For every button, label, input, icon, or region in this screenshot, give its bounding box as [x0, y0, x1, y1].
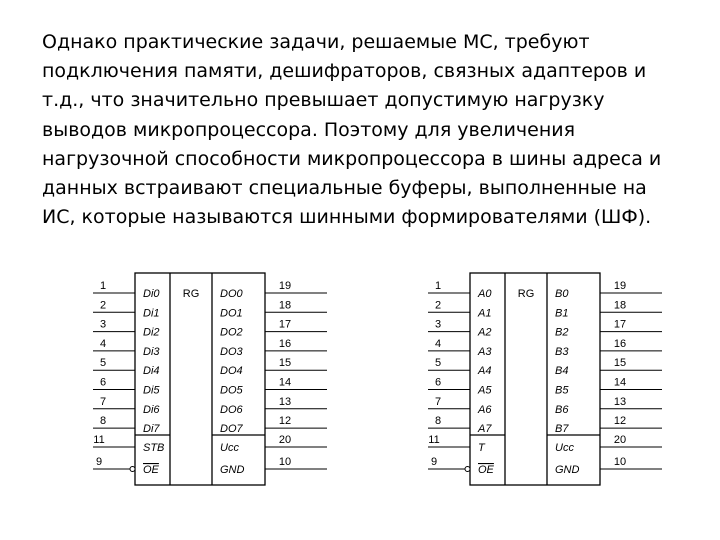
- pin-number: 2: [434, 299, 442, 312]
- paragraph-line: т.д., что значительно превышает допустимую нагрузку: [42, 89, 605, 112]
- pin-number: 13: [613, 395, 627, 408]
- paragraph-line: ИС, которые называются шинными формирователями (ШФ).: [42, 206, 652, 229]
- inversion-bubble: [465, 467, 470, 472]
- pin-signal: Di1: [143, 307, 160, 320]
- pin-number: 19: [613, 280, 627, 292]
- pin-signal: DO4: [220, 365, 243, 378]
- pin-number: 5: [99, 357, 107, 370]
- pin-number: 19: [278, 280, 292, 292]
- pin-number: 13: [278, 395, 292, 408]
- bus-driver-chip-2: [420, 265, 670, 495]
- paragraph-line: подключения памяти, дешифраторов, связных адаптеров и: [42, 60, 647, 83]
- paragraph-line: выводов микропроцессора. Поэтому для увеличения: [42, 118, 576, 141]
- pin-signal: DO2: [220, 326, 243, 339]
- pin-signal: A6: [478, 403, 492, 416]
- pin-number: 10: [613, 456, 627, 468]
- pin-signal: Ucc: [220, 442, 239, 454]
- pin-signal: A1: [478, 307, 492, 320]
- pin-number: 10: [278, 456, 292, 468]
- pin-number: 4: [99, 337, 107, 350]
- pin-number: 5: [434, 357, 442, 370]
- pin-number: 6: [434, 376, 442, 389]
- pin-number: 1: [99, 280, 107, 292]
- pin-signal: A2: [478, 326, 492, 339]
- pin-signal: Di4: [143, 365, 160, 378]
- pin-number: 17: [613, 318, 627, 331]
- pin-signal: B3: [555, 345, 569, 358]
- pin-number: 12: [278, 415, 292, 428]
- pin-number: 1: [434, 280, 442, 292]
- pin-number: 17: [278, 318, 292, 331]
- pin-number: 7: [99, 395, 107, 408]
- paragraph-line: нагрузочной способности микропроцессора в шины адреса и: [42, 147, 662, 170]
- paragraph-line: данных встраивают специальные буферы, выполненные на: [42, 177, 647, 200]
- pin-signal: GND: [220, 464, 245, 476]
- chip-body: [470, 273, 600, 485]
- pin-signal: B2: [555, 326, 569, 339]
- pin-signal: DO0: [220, 288, 243, 300]
- pin-signal: STB: [143, 442, 165, 454]
- pin-number: 15: [613, 357, 627, 370]
- pin-signal: Di3: [143, 345, 160, 358]
- pin-signal: B7: [555, 423, 569, 436]
- pin-signal: Ucc: [555, 442, 574, 454]
- pin-number: 12: [613, 415, 627, 428]
- pin-signal: OE: [478, 464, 494, 476]
- pin-signal: Di6: [143, 403, 160, 416]
- pin-number: 14: [278, 376, 292, 389]
- pin-signal: B6: [555, 403, 569, 416]
- pin-number: 16: [613, 337, 627, 350]
- pin-number: 11: [428, 434, 440, 446]
- pin-number: 7: [434, 395, 442, 408]
- pin-signal: Di7: [143, 423, 160, 436]
- bus-driver-chip-1: [85, 265, 335, 495]
- pin-number: 15: [278, 357, 292, 370]
- pin-number: 4: [434, 337, 442, 350]
- pin-number: 3: [434, 318, 442, 331]
- pin-signal: DO3: [220, 345, 243, 358]
- pin-signal: GND: [555, 464, 580, 476]
- pin-signal: B4: [555, 365, 569, 378]
- inversion-bubble: [130, 467, 135, 472]
- pin-number: 14: [613, 376, 627, 389]
- pin-signal: DO6: [220, 403, 243, 416]
- pin-signal: A4: [478, 365, 492, 378]
- pin-signal: B1: [555, 307, 569, 320]
- pin-number: 2: [99, 299, 107, 312]
- chip-function-label: RG: [182, 288, 200, 300]
- pin-number: 9: [430, 456, 438, 468]
- pin-signal: OE: [143, 464, 159, 476]
- pin-number: 8: [434, 415, 442, 428]
- pin-signal: B5: [555, 384, 569, 397]
- pin-number: 20: [278, 434, 292, 446]
- pin-number: 16: [278, 337, 292, 350]
- pin-signal: Di5: [143, 384, 160, 397]
- pin-signal: B0: [555, 288, 569, 300]
- pin-number: 6: [99, 376, 107, 389]
- pin-number: 20: [613, 434, 627, 446]
- pin-number: 11: [93, 434, 105, 446]
- pin-signal: Di0: [143, 288, 160, 300]
- pin-signal: A5: [478, 384, 492, 397]
- pin-number: 9: [95, 456, 103, 468]
- pin-number: 3: [99, 318, 107, 331]
- pin-signal: A0: [478, 288, 492, 300]
- pin-signal: A7: [478, 423, 492, 436]
- pin-signal: DO1: [220, 307, 243, 320]
- chip-function-label: RG: [517, 288, 535, 300]
- pin-signal: DO5: [220, 384, 243, 397]
- pin-signal: A3: [478, 345, 492, 358]
- pin-signal: Di2: [143, 326, 160, 339]
- paragraph-line: Однако практические задачи, решаемые МС, требуют: [42, 31, 590, 53]
- pin-number: 18: [278, 299, 292, 312]
- pin-signal: T: [478, 442, 485, 454]
- pin-number: 18: [613, 299, 627, 312]
- pin-number: 8: [99, 415, 107, 428]
- description-paragraph: [42, 28, 692, 232]
- pin-signal: DO7: [220, 423, 243, 436]
